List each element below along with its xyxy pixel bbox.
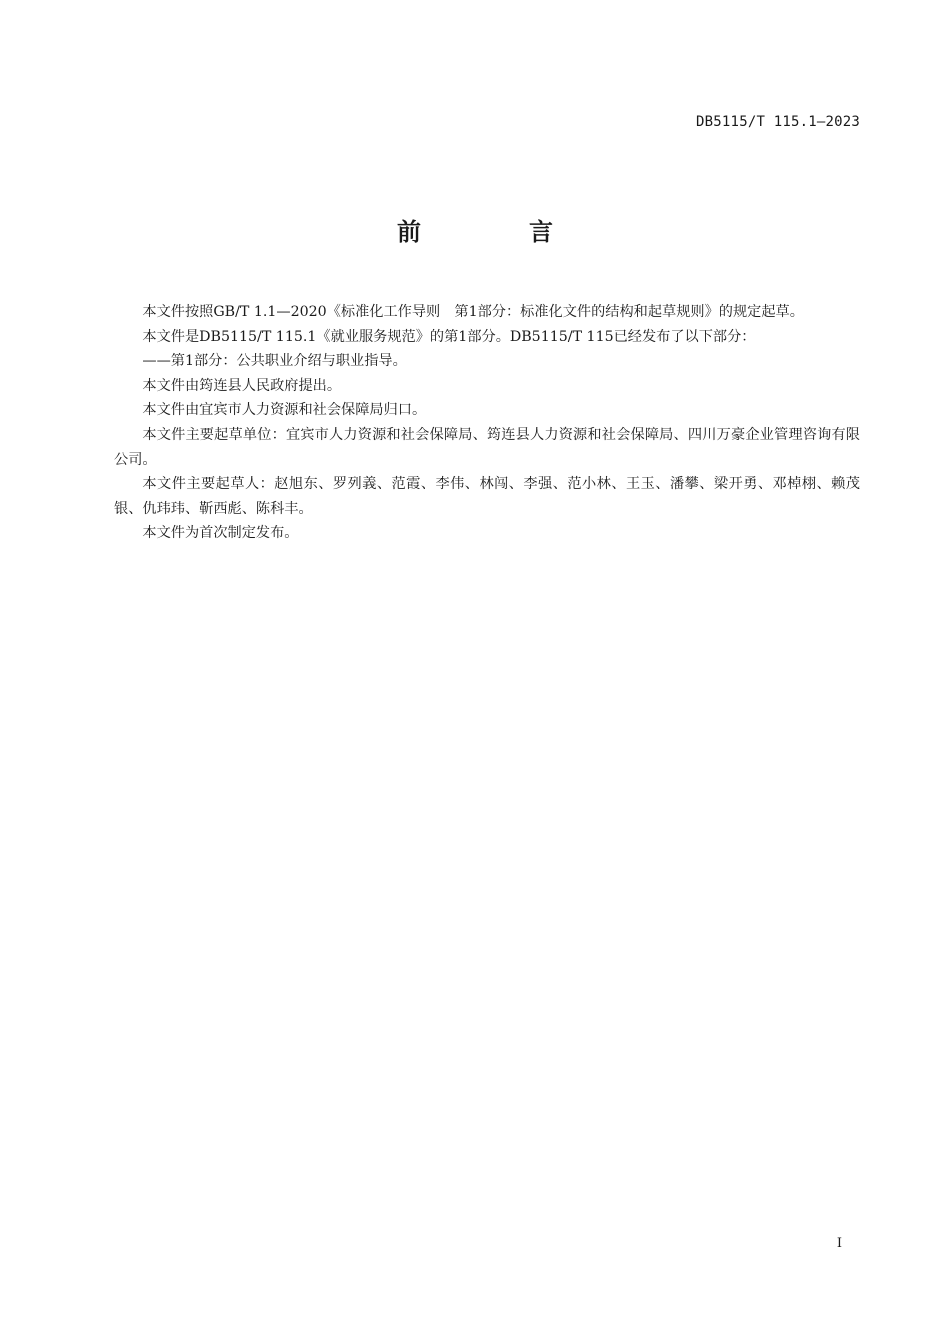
paragraph-first-release: 本文件为首次制定发布。 xyxy=(142,525,299,542)
document-code: DB5115/T 115.1—2023 xyxy=(696,114,860,130)
page-title: 前 言 xyxy=(397,218,595,246)
paragraph-centralized-unit: 本文件由宜宾市人力资源和社会保障局归口。 xyxy=(142,402,427,419)
page-number: I xyxy=(836,1236,842,1251)
paragraph-proposer: 本文件由筠连县人民政府提出。 xyxy=(142,377,342,394)
paragraph-drafting-rules: 本文件按照GB/T 1.1—2020《标准化工作导则 第1部分：标准化文件的结构和起草规则》的规定起草。 xyxy=(142,304,804,320)
paragraph-part-list: ——第1部分：公共职业介绍与职业指导。 xyxy=(142,353,407,370)
paragraph-drafting-units: 本文件主要起草单位：宜宾市人力资源和社会保障局、筠连县人力资源和社会保障局、四川万豪企业管理咨询有限公司。 xyxy=(114,426,860,468)
paragraph-drafters: 本文件主要起草人：赵旭东、罗列義、范霞、李伟、林闯、李强、范小林、王玉、潘攀、梁开勇、邓棹栩、赖茂银、仇玮玮、靳西彪、陈科丰。 xyxy=(114,476,860,517)
paragraph-document-part: 本文件是DB5115/T 115.1《就业服务规范》的第1部分。DB5115/T 115已经发布了以下部分： xyxy=(142,328,756,345)
foreword-body xyxy=(114,300,860,546)
